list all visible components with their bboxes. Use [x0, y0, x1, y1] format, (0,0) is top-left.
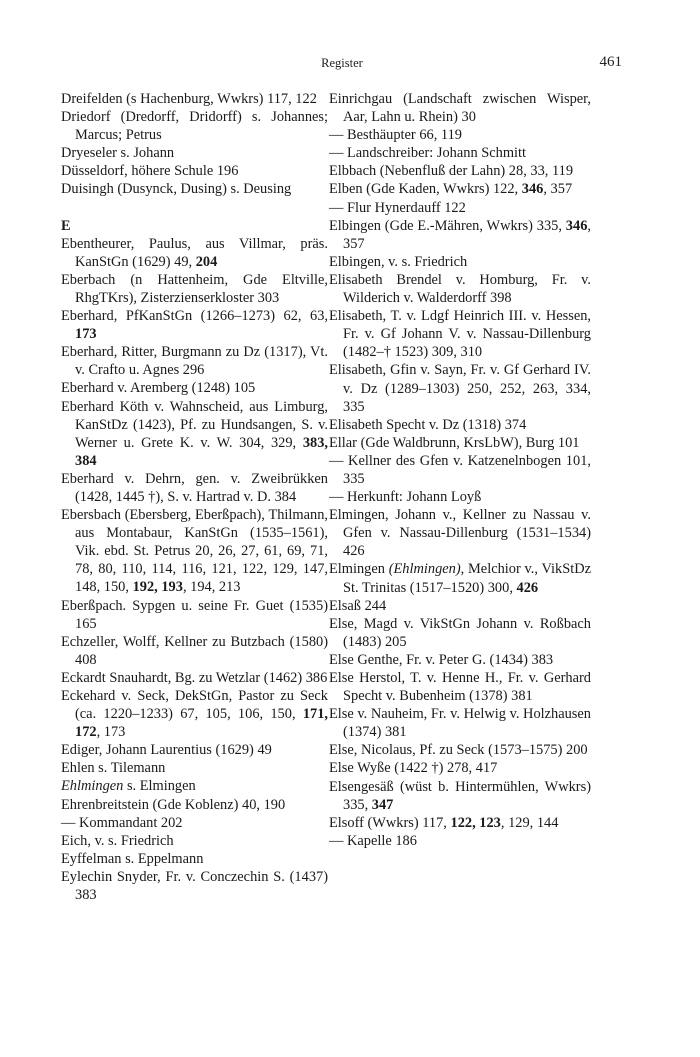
index-entry [329, 669, 591, 705]
entry-text: s. Elmingen [123, 778, 196, 795]
index-entry [329, 307, 591, 361]
index-entry [329, 560, 591, 596]
entry-text: Elisabeth Brendel v. Homburg, Fr. v. Wilderich v. Walderdorff 398 [329, 271, 591, 307]
index-entry [61, 398, 328, 470]
index-entry [329, 180, 591, 198]
entry-text: Else Genthe, Fr. v. Peter G. (1434) 383 [329, 651, 554, 668]
entry-text: — Kommandant 202 [61, 814, 183, 831]
entry-text: Else Herstol, T. v. Henne H., Fr. v. Gerhard Specht v. Bubenheim (1378) 381 [329, 670, 591, 705]
entry-text: Duisingh (Dusynck, Dusing) s. Deusing [61, 181, 292, 198]
index-entry [329, 416, 591, 434]
index-entry [329, 126, 591, 144]
index-entry [61, 144, 328, 162]
entry-text: Elbingen (Gde E.-Mähren, Wwkrs) 335, [329, 217, 566, 234]
index-entry [329, 651, 591, 669]
entry-text: — Kapelle 186 [329, 832, 417, 849]
entry-text: Elmingen, Johann v., Kellner zu Nassau v. Gfen v. Nassau-Dillenburg (1531–1534) 426 [329, 507, 591, 560]
entry-text: , 357 [543, 181, 573, 198]
entry-text: Eberhard Köth v. Wahnscheid, aus Limburg, KanStDz (1423), Pf. zu Hundsangen, S. v. Werner u. Grete K. v. W. 304, 329, [61, 398, 328, 451]
index-entry [329, 705, 591, 741]
entry-text: Elsoff (Wwkrs) 117, [329, 814, 451, 831]
index-entry [329, 832, 591, 850]
index-entry [329, 361, 591, 415]
entry-text: Eberhard, Ritter, Burgmann zu Dz (1317), Vt. v. Crafto u. Agnes 296 [61, 344, 328, 379]
index-entry [329, 814, 591, 832]
entry-text: Eberhard v. Aremberg (1248) 105 [61, 380, 256, 397]
entry-text: Ehlen s. Tilemann [61, 760, 166, 777]
index-entry [61, 759, 328, 777]
entry-text: Eberbach (n Hattenheim, Gde Eltville, RhgTKrs), Zisterzienserkloster 303 [61, 271, 328, 306]
entry-text: Ebersbach (Ebersberg, Eberßpach), Thilmann, aus Montabaur, KanStGn (1535–1561), Vik. ebd. St. Petrus 20, 26, 27, 61, 69, 71, 78, 80, 110, 114, 116, 121, 122, 129, 147, 148, 150, [61, 507, 328, 596]
index-entry [61, 597, 328, 633]
bold-page-ref: 173 [75, 326, 97, 343]
index-entry [329, 144, 591, 162]
entry-text: Dryeseler s. Johann [61, 145, 175, 162]
index-entry [329, 434, 591, 452]
italic-variant: (Ehlmingen) [388, 561, 461, 578]
bold-page-ref: 171, 172 [75, 706, 328, 741]
entry-text: Elisabeth Specht v. Dz (1318) 374 [329, 416, 527, 433]
entry-text: Elsaß 244 [329, 597, 387, 614]
entry-text: Elben (Gde Kaden, Wwkrs) 122, [329, 181, 522, 198]
bold-page-ref: 204 [195, 253, 218, 270]
entry-text: Else, Magd v. VikStGn Johann v. Roßbach (1483) 205 [329, 615, 591, 650]
index-entry [329, 778, 591, 814]
entry-text: Eberßpach. Sypgen u. seine Fr. Guet (1535) 165 [61, 597, 328, 632]
entry-text: Else Wyße (1422 †) 278, 417 [329, 760, 498, 777]
entry-text: Elmingen [329, 561, 389, 578]
entry-text: , 173 [96, 724, 126, 741]
bold-page-ref: 122, 123 [450, 814, 501, 831]
entry-text: , 129, 144 [500, 814, 559, 831]
entry-text: — Herkunft: Johann Loyß [329, 489, 482, 506]
index-entry [61, 379, 328, 397]
index-entry [61, 741, 328, 759]
index-entry [329, 759, 591, 777]
page-number: 461 [599, 54, 622, 70]
index-entry [61, 271, 328, 307]
index-entry [61, 777, 328, 795]
index-entry [61, 506, 328, 596]
entry-text: , 194, 213 [182, 579, 241, 596]
index-entry [329, 253, 591, 271]
entry-text: Else v. Nauheim, Fr. v. Helwig v. Holzhausen (1374) 381 [329, 706, 591, 741]
bold-page-ref: 346 [521, 181, 544, 198]
index-entry [329, 162, 591, 180]
running-title: Register [321, 56, 363, 70]
index-entry [329, 271, 591, 307]
index-entry [61, 180, 328, 198]
index-entry [61, 832, 328, 850]
entry-text: Eich, v. s. Friedrich [61, 832, 174, 849]
entry-text: — Kellner des Gfen v. Katzenelnbogen 101, 335 [329, 452, 591, 487]
index-entry [329, 506, 591, 560]
index-entry [61, 470, 328, 506]
index-entry [61, 796, 328, 814]
entry-text: Ediger, Johann Laurentius (1629) 49 [61, 742, 272, 759]
index-entry [329, 488, 591, 506]
entry-text: — Besthäupter 66, 119 [329, 127, 462, 144]
index-entry [61, 108, 328, 144]
index-entry [61, 814, 328, 832]
entry-text: Elisabeth, T. v. Ldgf Heinrich III. v. Hessen, Fr. v. Gf Johann V. v. Nassau-Dillenburg (1482–† 1523) 309, 310 [329, 308, 591, 361]
entry-text: , 357 [343, 217, 591, 252]
index-entry [329, 90, 591, 126]
entry-text: Echzeller, Wolff, Kellner zu Butzbach (1580) 408 [61, 633, 328, 668]
entry-text: Düsseldorf, höhere Schule 196 [61, 163, 239, 180]
index-entry [329, 615, 591, 651]
entry-text: Elbingen, v. s. Friedrich [329, 253, 468, 270]
index-entry [61, 850, 328, 868]
index-entry [61, 687, 328, 741]
bold-page-ref: 383, 384 [75, 434, 328, 469]
index-entry [61, 235, 328, 271]
entry-text: Ellar (Gde Waldbrunn, KrsLbW), Burg 101 [329, 434, 580, 451]
entry-text: Eyffelman s. Eppelmann [61, 850, 204, 867]
index-entry [329, 741, 591, 759]
entry-text: Dreifelden (s Hachenburg, Wwkrs) 117, 122 [61, 91, 317, 107]
index-entry [61, 868, 328, 904]
entry-text: Elisabeth, Gfin v. Sayn, Fr. v. Gf Gerhard IV. v. Dz (1289–1303) 250, 252, 263, 334, 335 [329, 362, 591, 415]
entry-text: Driedorf (Dredorff, Dridorff) s. Johannes; Marcus; Petrus [61, 109, 328, 144]
entry-text: Eckehard v. Seck, DekStGn, Pastor zu Seck (ca. 1220–1233) 67, 105, 106, 150, [61, 688, 328, 723]
index-entry [329, 452, 591, 488]
entry-text: — Landschreiber: Johann Schmitt [329, 145, 527, 162]
bold-page-ref: 426 [516, 579, 539, 596]
running-header [62, 56, 622, 76]
bold-page-ref: 347 [371, 796, 394, 813]
entry-text: Elsengesäß (wüst b. Hintermühlen, Wwkrs) 335, [329, 778, 591, 813]
entry-text: Ehrenbreitstein (Gde Koblenz) 40, 190 [61, 796, 286, 813]
entry-text: , Melchior v., VikStDz St. Trinitas (1517–1520) 300, [343, 561, 591, 596]
index-entry [329, 199, 591, 217]
entry-text: Ebentheurer, Paulus, aus Villmar, präs. KanStGn (1629) 49, [61, 235, 328, 270]
index-entry [61, 669, 328, 687]
bold-page-ref: 346 [565, 217, 588, 234]
italic-variant: Ehlmingen [61, 778, 124, 795]
index-entry [61, 90, 328, 108]
entry-text: Eckardt Snauhardt, Bg. zu Wetzlar (1462) 386 [61, 669, 328, 686]
index-column-right [329, 90, 591, 850]
entry-text: — Flur Hynerdauff 122 [329, 199, 466, 216]
index-entry [329, 217, 591, 253]
entry-text: Eberhard, PfKanStGn (1266–1273) 62, 63, [61, 308, 328, 325]
index-entry [61, 162, 328, 180]
entry-text: Elbbach (Nebenfluß der Lahn) 28, 33, 119 [329, 163, 574, 180]
index-entry [61, 307, 328, 343]
entry-text: Einrichgau (Landschaft zwischen Wisper, Aar, Lahn u. Rhein) 30 [329, 91, 591, 126]
letter-heading: E [61, 217, 71, 234]
entry-text: Eylechin Snyder, Fr. v. Conczechin S. (1437) 383 [61, 868, 328, 904]
index-entry [329, 597, 591, 615]
bold-page-ref: 192, 193 [132, 579, 183, 596]
index-entry [61, 633, 328, 669]
entry-text: Else, Nicolaus, Pf. zu Seck (1573–1575) 200 [329, 742, 588, 759]
index-entry [61, 343, 328, 379]
entry-text: Eberhard v. Dehrn, gen. v. Zweibrükken (1428, 1445 †), S. v. Hartrad v. D. 384 [61, 470, 328, 505]
index-column-left [61, 90, 328, 904]
